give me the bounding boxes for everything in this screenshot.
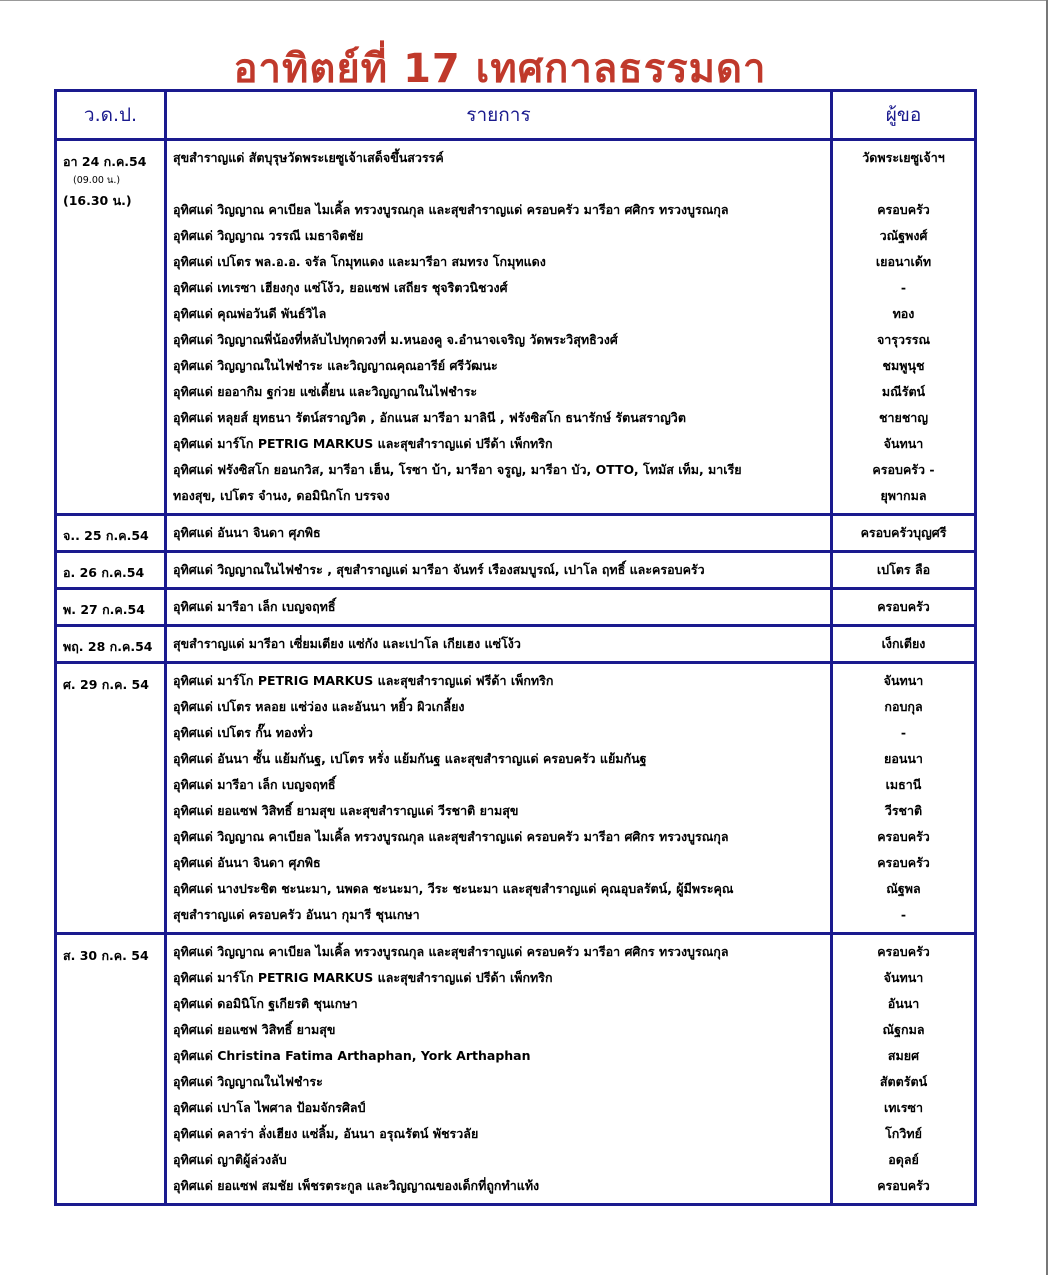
requester-name: ครอบครัว (877, 944, 930, 959)
requester-name: มณีรัตน์ (881, 384, 926, 399)
item-line: ทองสุข, เปโตร จำนง, ดอมินิกโก บรรจง (173, 488, 390, 503)
item-line: อุทิศแด่ มาร์โก PETRIG MARKUS และสุขสำราญแด่ ปรีด้า เพ็กทริก (173, 436, 553, 451)
item-line: อุทิศแด่ ยอแซฟ วิสิทธิ์ ยามสุข และสุขสำราญแด่ วีรชาติ ยามสุข (173, 803, 519, 818)
item-line: อุทิศแด่ นางประชิต ชะนะมา, นพดล ชะนะมา, วีระ ชะนะมา และสุขสำราญแด่ คุณอุบลรัตน์, ผู้มีพระคุณ (173, 881, 734, 896)
date-cell (56, 663, 166, 934)
item-line: อุทิศแด่ Christina Fatima Arthaphan, York Arthaphan (173, 1048, 531, 1063)
requester-name: ครอบครัว (877, 829, 930, 844)
requester-name: เง็กเตียง (881, 636, 926, 651)
requester-name: สัตตรัตน์ (879, 1074, 928, 1089)
date-text: (16.30 น.) (63, 193, 132, 208)
item-line: อุทิศแด่ วิญญาณ คาเบียล ไมเคิ้ล ทรวงบูรณกุล และสุขสำราญแด่ ครอบครัว มารีอา ศศิกร ทรวงบูรณกุล (173, 202, 729, 217)
date-text: (09.00 น.) (73, 175, 121, 186)
date-cell (56, 552, 166, 589)
item-line: อุทิศแด่ ยอแซฟ สมชัย เพ็ชรตระกูล และวิญญาณของเด็กที่ถูกทำแท้ง (173, 1178, 540, 1193)
date-text: ศ. 29 ก.ค. 54 (63, 677, 149, 692)
requester-name: กอบกุล (884, 699, 923, 714)
item-line: อุทิศแด่ วิญญาณในไฟชำระ , สุขสำราญแด่ มารีอา จันทร์ เรืองสมบูรณ์, เปาโล ฤทธิ์ และครอบครัว (173, 562, 705, 577)
requester-name: จันทนา (883, 436, 924, 451)
item-line: อุทิศแด่ เปโตร กั๊น ทองทั่ว (173, 725, 313, 740)
items-cell (166, 663, 832, 934)
items-cell (166, 140, 832, 515)
requester-name: วณัฐพงศ์ (879, 228, 928, 243)
header-requester: ผู้ขอ (832, 91, 976, 140)
top-border (0, 0, 1048, 1)
item-line: อุทิศแด่ มารีอา เล็ก เบญจฤทธิ์ (173, 599, 336, 614)
requester-name: - (900, 280, 907, 295)
requester-name: ทอง (892, 306, 915, 321)
requester-name: จารุวรรณ (876, 332, 931, 347)
date-cell (56, 934, 166, 1205)
requester-name: เปโตร ลือ (876, 562, 931, 577)
requester-cell (832, 663, 976, 934)
requester-cell (832, 140, 976, 515)
requester-name: - (900, 907, 907, 922)
requester-name: ยอนนา (884, 751, 923, 766)
requester-name: สมยศ (887, 1048, 920, 1063)
item-line: อุทิศแด่ คุณพ่อวันดี พันธ์วิไล (173, 306, 327, 321)
schedule-row (56, 626, 976, 663)
requester-cell (832, 589, 976, 626)
requester-cell (832, 934, 976, 1205)
item-line: สุขสำราญแด่ ครอบครัว อันนา กุมารี ชุนเกษา (173, 907, 420, 922)
requester-name: ชายชาญ (879, 410, 928, 425)
requester-name: อันนา (887, 996, 920, 1011)
requester-name: จันทนา (883, 673, 924, 688)
header-row (56, 91, 976, 140)
item-line: อุทิศแด่ ญาติผู้ล่วงลับ (173, 1152, 287, 1167)
requester-name: วัดพระเยซูเจ้าฯ (862, 150, 945, 165)
schedule-row (56, 515, 976, 552)
item-line: อุทิศแด่ วิญญาณ คาเบียล ไมเคิ้ล ทรวงบูรณกุล และสุขสำราญแด่ ครอบครัว มารีอา ศศิกร ทรวงบูรณกุล (173, 829, 729, 844)
requester-name: วีรชาติ (884, 803, 923, 818)
item-line: อุทิศแด่ มาร์โก PETRIG MARKUS และสุขสำราญแด่ ฟรีด้า เพ็กทริก (173, 673, 554, 688)
item-line: อุทิศแด่ หลุยส์ ยุทธนา รัตน์สราญวิต , อักแนส มารีอา มาลินี , ฟรังซิสโก ธนารักษ์ รัตนสราญวิต (173, 410, 686, 425)
item-line: อุทิศแด่ วิญญาณ คาเบียล ไมเคิ้ล ทรวงบูรณกุล และสุขสำราญแด่ ครอบครัว มารีอา ศศิกร ทรวงบูรณกุล (173, 944, 729, 959)
item-line: อุทิศแด่ ยอแซฟ วิสิทธิ์ ยามสุข (173, 1022, 336, 1037)
item-line (173, 171, 830, 197)
date-cell (56, 140, 166, 515)
item-line: อุทิศแด่ มารีอา เล็ก เบญจฤทธิ์ (173, 777, 336, 792)
schedule-row (56, 140, 976, 515)
requester-name: ณัฐกมล (882, 1022, 925, 1037)
requester-cell (832, 626, 976, 663)
item-line: อุทิศแด่ เปโตร พล.อ.อ. จรัล โกมุทแดง และมารีอา สมทรง โกมุทแดง (173, 254, 546, 269)
date-text: จ.. 25 ก.ค.54 (63, 528, 149, 543)
requester-name: ครอบครัว (877, 1178, 930, 1193)
item-line: อุทิศแด่ เทเรซา เฮียงกุง แซ่โง้ว, ยอแซฟ เสถียร ชุจริตวนิชวงศ์ (173, 280, 508, 295)
requester-name: อดุลย์ (888, 1152, 919, 1167)
schedule-row (56, 663, 976, 934)
date-cell (56, 515, 166, 552)
page-title: อาทิตย์ที่ 17 เทศกาลธรรมดา (233, 46, 767, 92)
items-cell (166, 626, 832, 663)
item-line: อุทิศแด่ อันนา ซั้น แย้มกันฐ, เปโตร หรั่ง แย้มกันฐ และสุขสำราญแด่ ครอบครัว แย้มกันฐ (173, 751, 647, 766)
requester-name (833, 171, 974, 197)
items-cell (166, 934, 832, 1205)
header-items: รายการ (166, 91, 832, 140)
date-text: อา 24 ก.ค.54 (63, 154, 147, 169)
item-line: อุทิศแด่ วิญญาณในไฟชำระ (173, 1074, 323, 1089)
requester-name: ณัฐพล (886, 881, 921, 896)
date-cell (56, 626, 166, 663)
schedule-row (56, 589, 976, 626)
item-line: อุทิศแด่ วิญญาณพี่น้องที่หลับไปทุกดวงที่ ม.หนองคู จ.อำนาจเจริญ วัดพระวิสุทธิวงศ์ (173, 332, 618, 347)
schedule-table (54, 89, 977, 1206)
date-text: ส. 30 ก.ค. 54 (63, 948, 149, 963)
item-line: อุทิศแด่ มาร์โก PETRIG MARKUS และสุขสำราญแด่ ปรีด้า เพ็กทริก (173, 970, 553, 985)
items-cell (166, 589, 832, 626)
requester-cell (832, 552, 976, 589)
requester-name: จันทนา (883, 970, 924, 985)
requester-name: - (900, 725, 907, 740)
item-line: สุขสำราญแด่ มารีอา เซี่ยมเตียง แซ่กัง และเปาโล เกียเฮง แซ่โง้ว (173, 636, 521, 651)
item-line: อุทิศแด่ อันนา จินดา ศุภพิธ (173, 525, 321, 540)
item-line: อุทิศแด่ วิญญาณในไฟชำระ และวิญญาณคุณอารีย์ ศรีวัฒนะ (173, 358, 498, 373)
date-cell (56, 589, 166, 626)
requester-name: โกวิทย์ (885, 1126, 922, 1141)
requester-name: ชมพูนุช (882, 358, 925, 373)
items-cell (166, 515, 832, 552)
requester-name: ครอบครัวบุญศรี (860, 525, 947, 540)
items-cell (166, 552, 832, 589)
requester-cell (832, 515, 976, 552)
requester-name: เทเรซา (883, 1100, 923, 1115)
requester-name: เมธานี (885, 777, 922, 792)
requester-name: เยอนาเด้ท (875, 254, 932, 269)
item-line: อุทิศแด่ ฟรังซิสโก ยอนกวิส, มารีอา เฮ็น, โรซา บ้า, มารีอา จรูญ, มารีอา บัว, OTTO, โทมัส เท็ม, มาเรีย (173, 462, 742, 477)
item-line: อุทิศแด่ ดอมินิโก ฐเกียรติ ชุนเกษา (173, 996, 358, 1011)
item-line: อุทิศแด่ วิญญาณ วรรณี เมธาจิตชัย (173, 228, 364, 243)
item-line: อุทิศแด่ เปโตร หลอย แซ่ว่อง และอันนา หยิ้ว ผิวเกลี้ยง (173, 699, 465, 714)
date-text: พฤ. 28 ก.ค.54 (63, 639, 153, 654)
date-text: พ. 27 ก.ค.54 (63, 602, 145, 617)
schedule-row (56, 934, 976, 1205)
item-line: อุทิศแด่ ยออากิม ฐก่วย แซ่เตี้ยน และวิญญาณในไฟชำระ (173, 384, 478, 399)
date-text: อ. 26 ก.ค.54 (63, 565, 145, 580)
header-date: ว.ด.ป. (56, 91, 166, 140)
requester-name: ครอบครัว (877, 202, 930, 217)
requester-name: ครอบครัว - (872, 462, 935, 477)
requester-name: ครอบครัว (877, 855, 930, 870)
item-line: อุทิศแด่ เปาโล ไพศาล ป้อมจักรศิลป์ (173, 1100, 366, 1115)
item-line: อุทิศแด่ คลาร่า ลั่งเฮียง แซ่ลิ้ม, อันนา อรุณรัตน์ พัชรวลัย (173, 1126, 479, 1141)
schedule-row (56, 552, 976, 589)
right-border (1046, 0, 1048, 1275)
item-line: อุทิศแด่ อันนา จินดา ศุภพิธ (173, 855, 321, 870)
requester-name: ยุพากมล (880, 488, 927, 503)
requester-name: ครอบครัว (877, 599, 930, 614)
item-line: สุขสำราญแด่ สัตบุรุษวัดพระเยซูเจ้าเสด็จขึ้นสวรรค์ (173, 150, 444, 165)
